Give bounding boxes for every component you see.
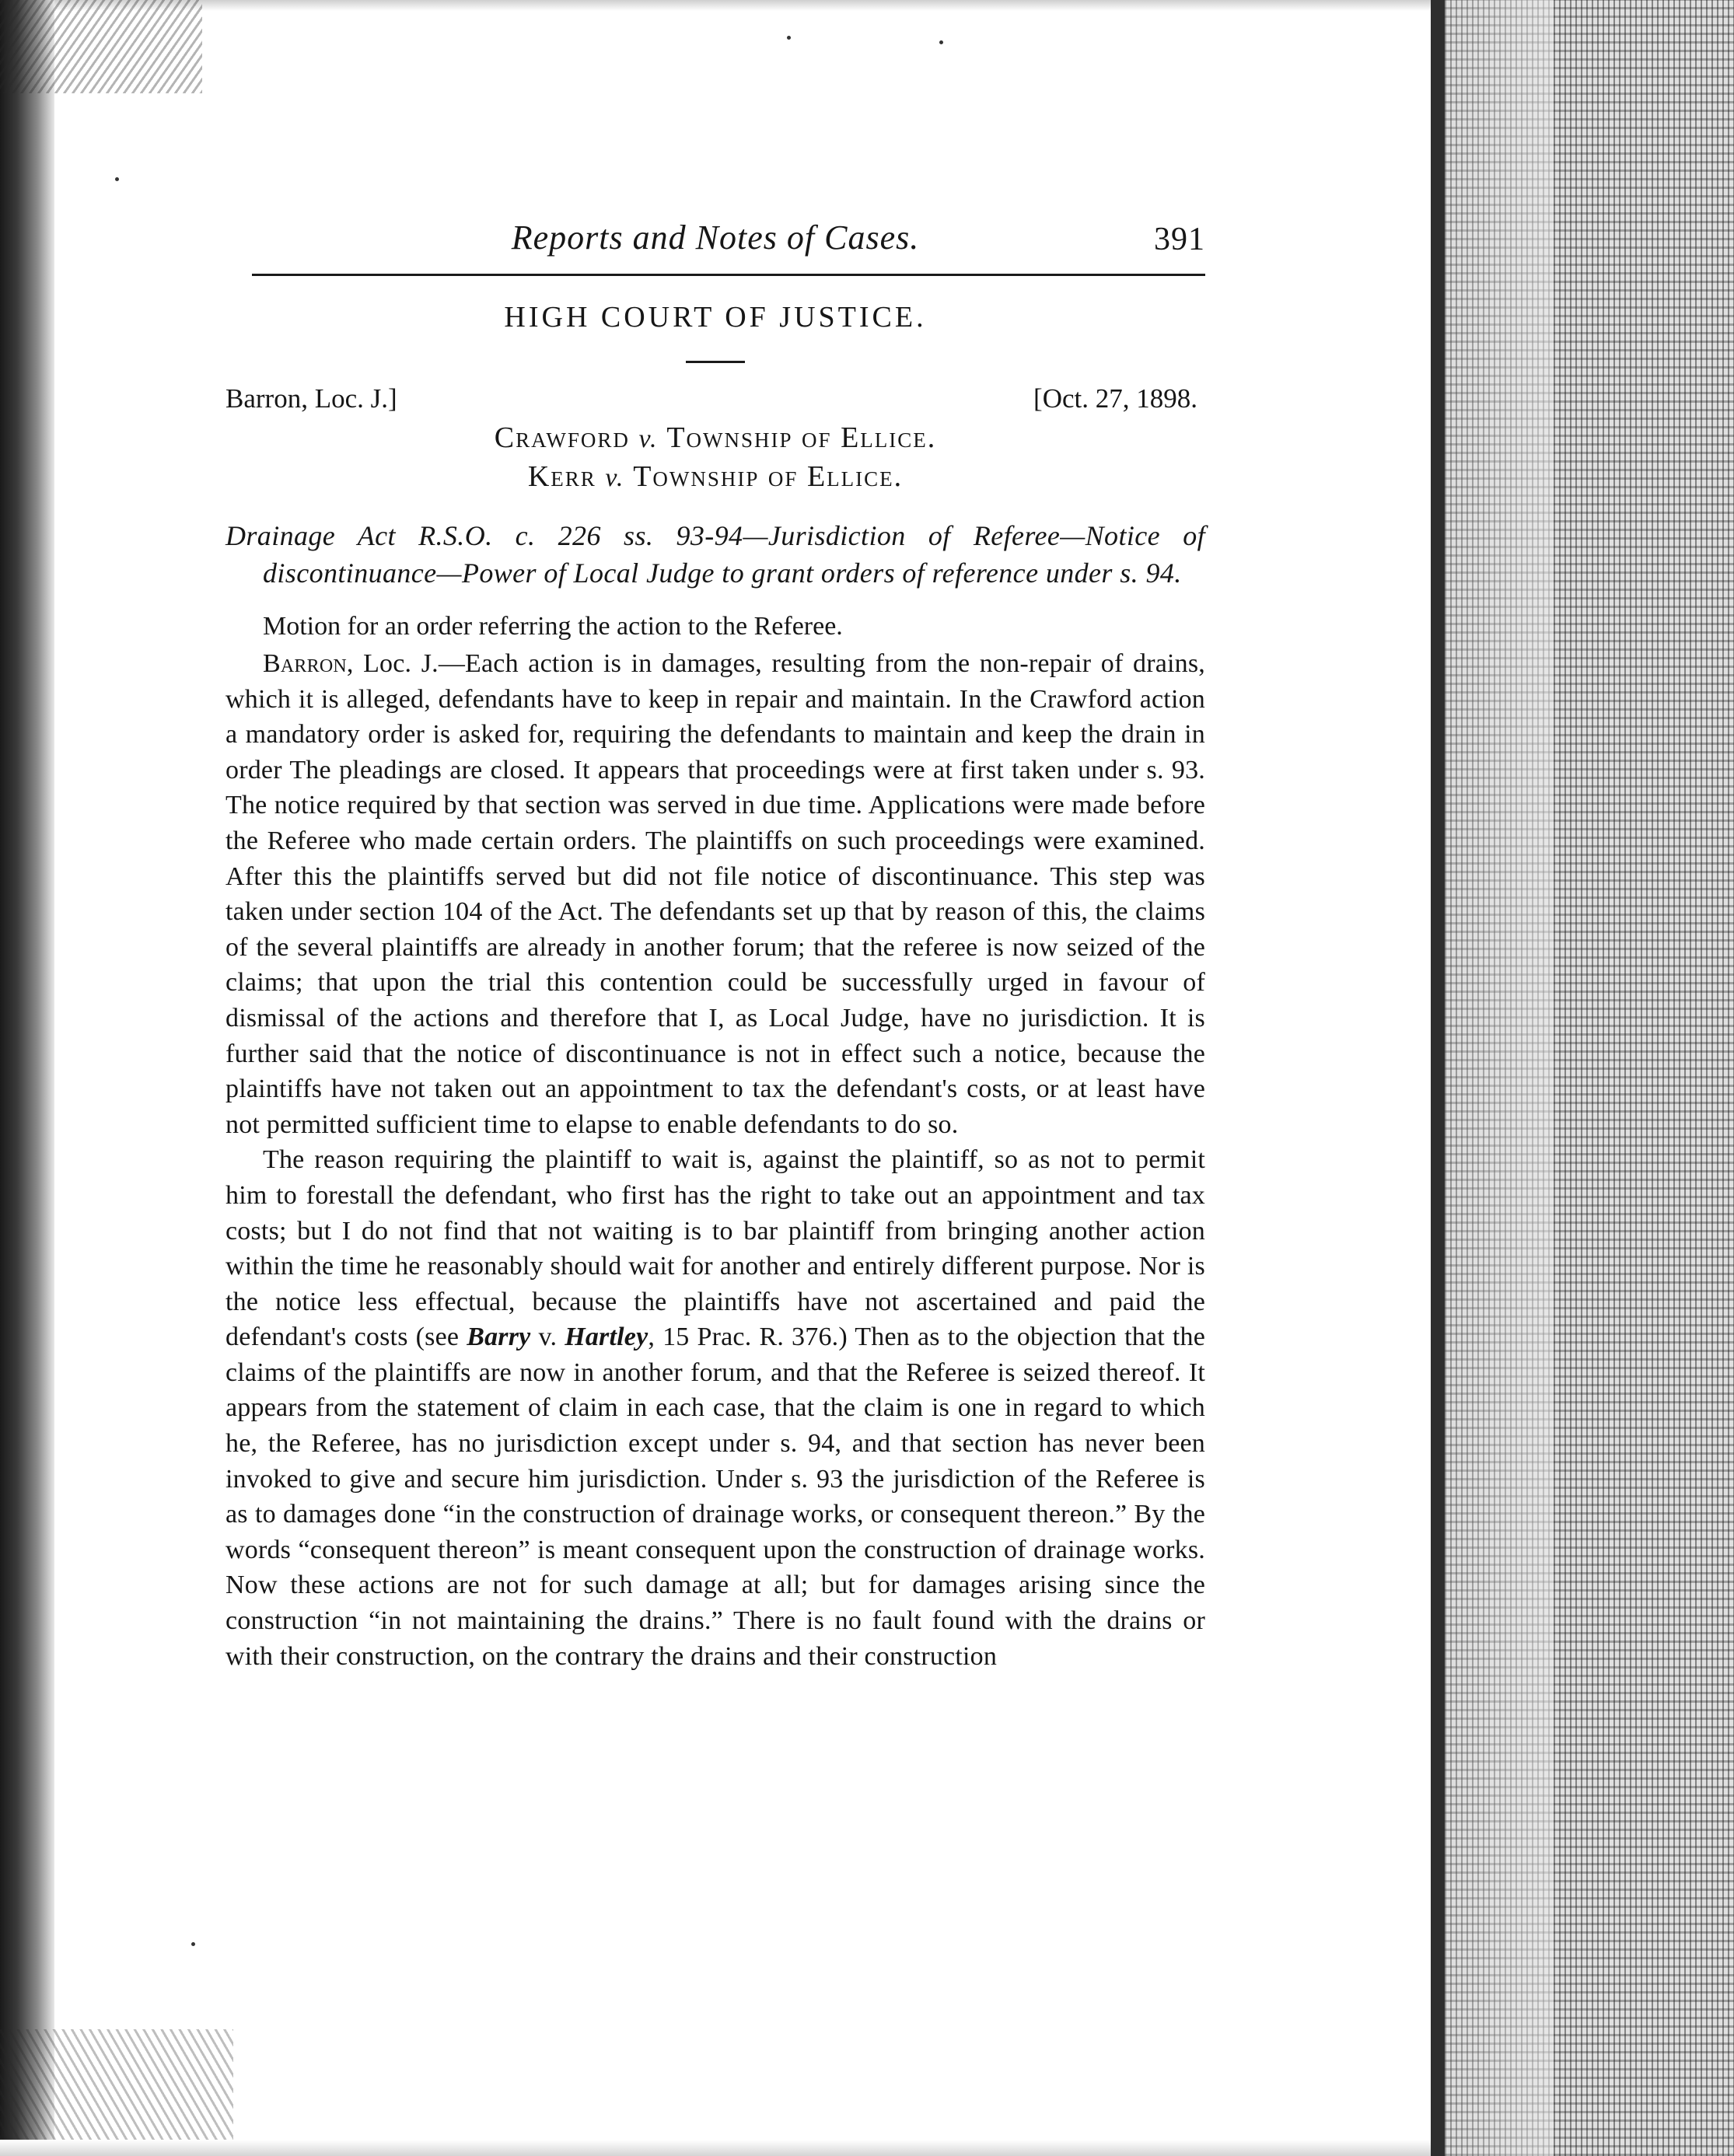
judgment-paragraph-1 [225, 646, 1205, 1142]
cited-case-party-a: Barry [467, 1323, 531, 1352]
paragraph-text: , 15 Prac. R. 376.) Then as to the objection that the claims of the plaintiffs are now in another forum, and that the Referee is seized thereof. It appears from the statement of claim in each case, that the claim is one in regard to which he, the Referee, has no jurisdiction except under s. 94, and that section has never been invoked to give and secure him jurisdiction. Under s. 93 the jurisdiction of the Referee is as to damages done “in the construction of drainage works, or consequent thereon.” By the words “consequent thereon” is meant consequent upon the construction of drainage works. Now these actions are not for such damage at all; but for damages arising since the construction “in not maintaining the drains.” There is no fault found with the drains or with their construction, on the contrary the drains and their construction [225, 1323, 1206, 1671]
page-number: 391 [1154, 222, 1205, 257]
section-divider [686, 361, 745, 363]
motion-line: Motion for an order referring the action to the Referee. [263, 612, 843, 641]
page-content [225, 210, 1205, 1674]
party-a: Kerr [527, 460, 596, 493]
scan-left-top-noise [0, 0, 202, 93]
running-head: Reports and Notes of Cases. [511, 218, 920, 257]
paragraph-text: The reason requiring the plaintiff to wait is, against the plaintiff, so as not to permit him to forestall the defendant, who first has the right to take out an appointment and tax costs; but I do not find that not waiting is to bar plaintiff from bringing another action within the time he reasonably should wait for another and entirely different purpose. Nor is the notice less effectual, because the plaintiffs have not ascertained and paid the defendant's costs (see [225, 1145, 1205, 1352]
page-header [225, 210, 1205, 271]
scan-bottom-edge [0, 2140, 1431, 2156]
court-heading: HIGH COURT OF JUSTICE. [504, 301, 927, 334]
headnote: Drainage Act R.S.O. c. 226 ss. 93-94—Jurisdiction of Referee—Notice of discontinuance—Power of Local Judge to grant orders of reference under s. 94. [225, 520, 1205, 589]
case-title-1 [225, 419, 1205, 458]
decision-date: [Oct. 27, 1898. [1033, 383, 1197, 414]
party-b: Township of Ellice. [633, 460, 904, 493]
cited-case-versus: v. [530, 1323, 565, 1352]
judge-date-line [225, 383, 1205, 419]
scan-top-edge [0, 0, 1431, 11]
cited-case-party-b: Hartley [565, 1323, 649, 1352]
header-rule [252, 274, 1205, 276]
party-a: Crawford [494, 421, 630, 454]
versus: v. [638, 425, 659, 453]
page-edge-shadow [1431, 0, 1445, 2156]
judge-name: Barron, Loc. J.] [225, 383, 397, 414]
scan-right-edge [1431, 0, 1734, 2156]
judgment-paragraph-2 [225, 1142, 1205, 1674]
party-b: Township of Ellice. [666, 421, 937, 454]
scan-noise-fade [1445, 0, 1554, 2156]
scan-speck [115, 177, 119, 181]
case-title-2 [225, 458, 1205, 497]
scan-speck [787, 36, 791, 40]
scan-speck [191, 1942, 195, 1946]
paragraph-text: Loc. J.—Each action is in damages, resulting from the non-repair of drains, which it is alleged, defendants have to keep in repair and maintain. In the Crawford action a mandatory order is asked for, requiring the defendants to maintain and keep the drain in order The pleadings are closed. It appears that proceedings were at first taken under s. 93. The notice required by that section was served in due time. Applications were made before the Referee who made certain orders. The plaintiffs on such proceedings were examined. After this the plaintiffs served but did not file notice of discontinuance. This step was taken under section 104 of the Act. The defendants set up that by reason of this, the claims of the several plaintiffs are already in another forum; that the referee is now seized of the claims; that upon the trial this contention could be successfully urged in favour of dismissal of the actions and therefore that I, as Local Judge, have no jurisdiction. It is further said that the notice of discontinuance is not in effect such a notice, because the plaintiffs have not taken out an appointment to tax the defendant's costs, or at least have not permitted sufficient time to elapse to enable defendants to do so. [225, 649, 1205, 1139]
scan-left-edge [0, 0, 54, 2156]
judge-speaker: Barron, [263, 649, 354, 678]
versus: v. [605, 463, 625, 492]
scan-left-bottom-noise [0, 2029, 233, 2156]
scan-speck [939, 40, 943, 44]
